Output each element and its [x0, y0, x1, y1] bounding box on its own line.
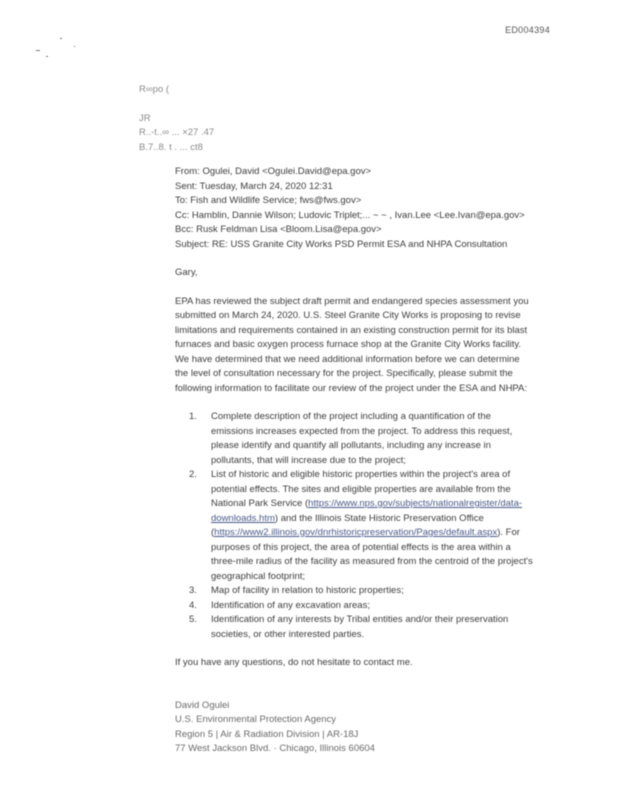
email-subject: Subject: RE: USS Granite City Works PSD Permit ESA and NHPA Consultation — [175, 238, 508, 250]
list-item — [189, 410, 535, 468]
email-bcc: Bcc: Rusk Feldman Lisa <Bloom.Lisa@epa.gov> — [175, 224, 382, 235]
list-item — [189, 599, 535, 614]
email-to: To: Fish and Wildlife Service; fws@fws.gov> — [175, 195, 362, 206]
header-line-1: R∞po ( — [139, 84, 170, 95]
list-number: 1. — [189, 411, 197, 422]
list-number: 2. — [189, 469, 197, 480]
list-text: Map of facility in relation to historic properties; — [211, 585, 404, 596]
intro-paragraph: EPA has reviewed the subject draft permit and endangered species assessment you submitted on March 24, 2020. U.S. Steel Granite City Works is proposing to revise limitations and requirements contained in an existing construction permit for its blast furnaces and basic oxygen process furnace shop at the Granite City Works facility. We have determined that we need additional information before we can determine the level of consultation necessary for the project. Specifically, please submit the following information to facilitate our review of the project under the ESA and NHPA: — [175, 295, 529, 394]
email-body — [175, 165, 535, 757]
signature-block — [175, 699, 535, 757]
header-line-2: JR — [139, 112, 151, 124]
list-item — [189, 613, 535, 642]
email-metadata — [175, 165, 535, 252]
list-text: Complete description of the project including a quantification of the emissions increases expected from the project. To address this request, please identify and quantify all pollutants, including any increase in pollutants, that will increase due to the project; — [211, 411, 513, 466]
request-list — [175, 410, 535, 642]
list-text-mid: ) and the Illinois State Historic Preservation Office ( — [211, 512, 484, 538]
email-from: From: Ogulei, David <Ogulei.David@epa.gov> — [175, 166, 372, 177]
shpo-link[interactable]: https://www2.illinois.gov/dnrhistoricpreservation/Pages/default.aspx — [214, 527, 498, 538]
closing-line: If you have any questions, do not hesitate to contact me. — [175, 657, 413, 668]
list-number: 4. — [189, 599, 197, 611]
list-text: Identification of any interests by Tribal entities and/or their preservation societies, or other interested parties. — [211, 614, 509, 640]
list-text-before: List of historic and eligible historic properties within the project's area of potential effects. The sites and eligible properties are available from the National Park Service ( — [211, 469, 511, 509]
signature-name: David Ogulei — [175, 699, 230, 711]
list-item — [189, 584, 535, 599]
faded-header-block — [139, 83, 214, 155]
list-number: 3. — [189, 585, 197, 596]
signature-org: U.S. Environmental Protection Agency — [175, 714, 337, 725]
signature-address: 77 West Jackson Blvd. · Chicago, Illinois 60604 — [175, 743, 375, 754]
signature-division: Region 5 | Air & Radiation Division | AR-18J — [175, 728, 359, 740]
list-item — [189, 468, 535, 584]
list-text: Identification of any excavation areas; — [211, 599, 370, 611]
nps-link[interactable]: https://www.nps.gov/subjects/nationalregister/data-downloads.htm — [211, 498, 523, 524]
header-line-3: R..-t..∞ ... ×27 .47 — [139, 127, 215, 138]
header-line-4: B.7..8. t . ... ct8 — [139, 141, 203, 153]
bates-stamp: ED004394 — [505, 25, 550, 35]
salutation: Gary, — [175, 267, 198, 278]
list-number: 5. — [189, 614, 197, 625]
email-sent: Sent: Tuesday, March 24, 2020 12:31 — [175, 180, 333, 192]
email-cc: Cc: Hamblin, Dannie Wilson; Ludovic Triplet;... ~ ~ , Ivan.Lee <Lee.Ivan@epa.gov> — [175, 209, 525, 221]
list-text-after: ). For purposes of this project, the area of potential effects is the area within a three-mile radius of the facility as measured from the centroid of the project's geographical footprint; — [211, 527, 533, 582]
